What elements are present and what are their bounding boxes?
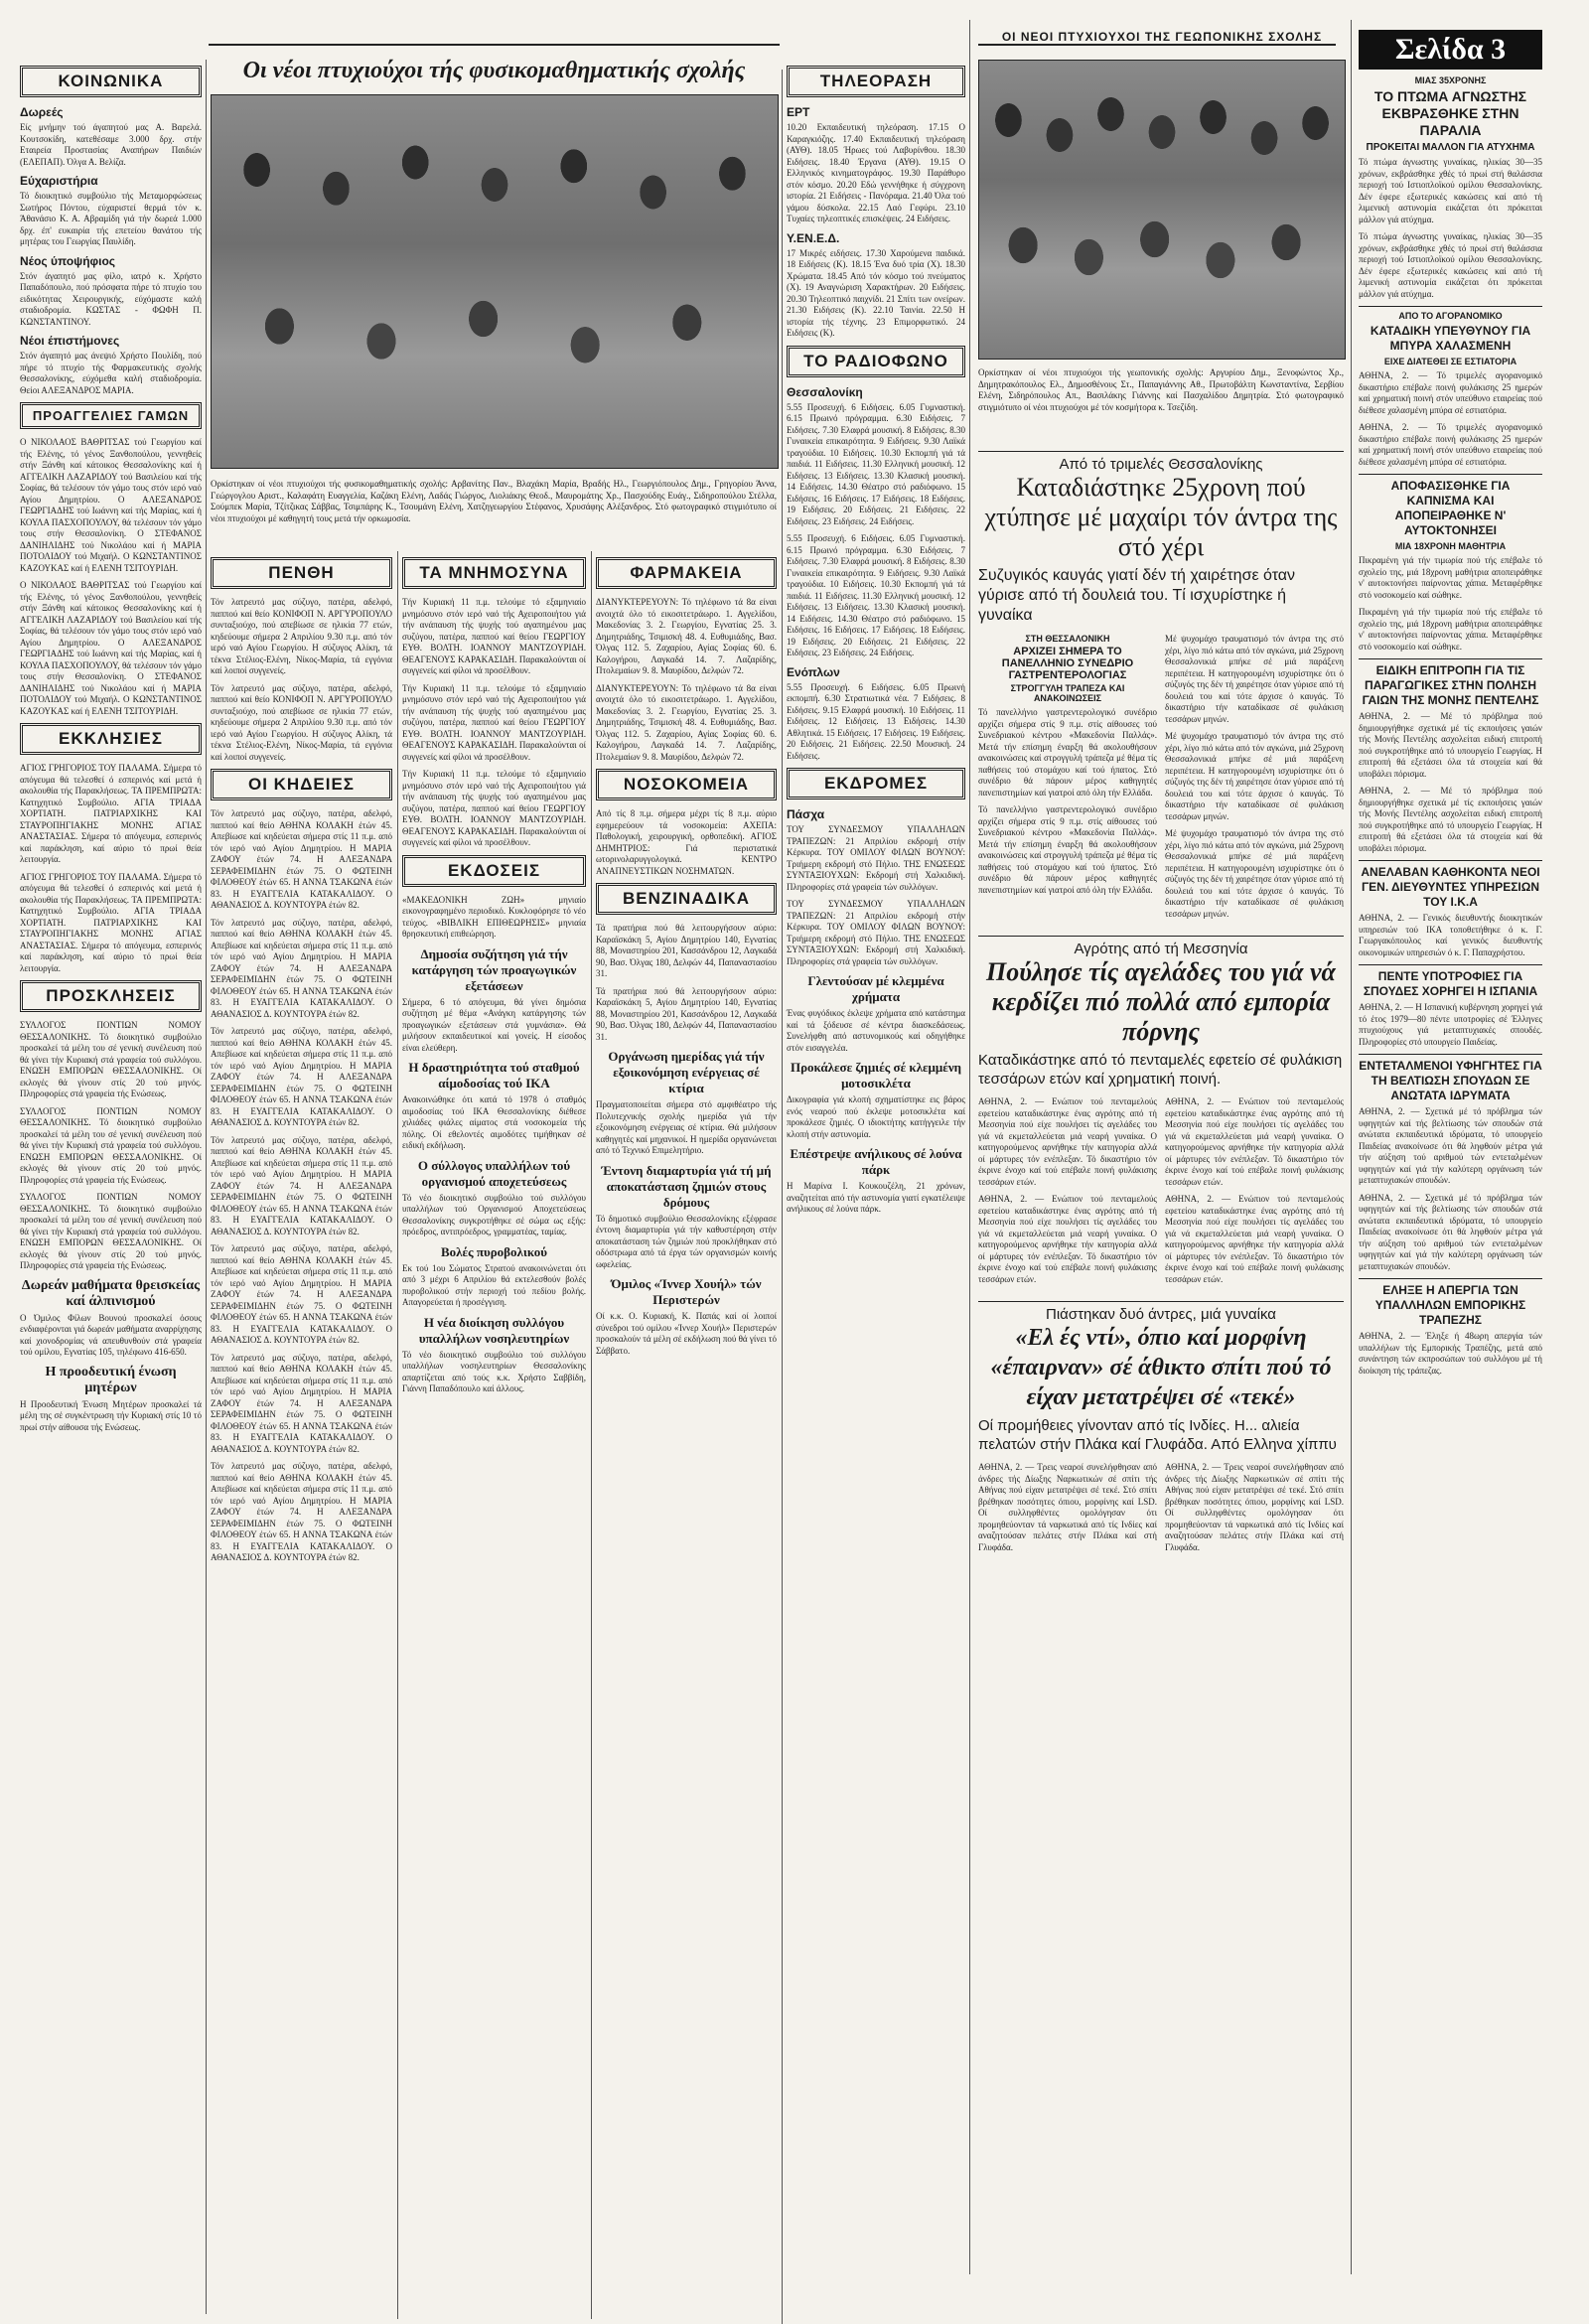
text-ekdoseis: «ΜΑΚΕΔΟΝΙΚΗ ΖΩΗ» μηνιαίο εικονογραφημένο περιοδικό. Κυκλοφόρησε τό νέο τεύχος. «ΒΙΒΛΙΚΗ ΕΠΙΘΕΩΡΗΣΙΣ» μηνιαία θρησκευτική επιθεώρηση. [402, 894, 586, 939]
text-prosklhseis: ΣΥΛΛΟΓΟΣ ΠΟΝΤΙΩΝ ΝΟΜΟΥ ΘΕΣΣΑΛΟΝΙΚΗΣ. Τό διοικητικό συμβούλιο προσκαλεί τά μέλη του σέ γενική συνέλευση πού θά γίνει τήν Κυριακή στά γραφεία τού συλλόγου. ΕΝΩΣΗ ΕΜΠΟΡΩΝ ΘΕΣΣΑΛΟΝΙΚΗΣ. Οί εκλογές θά γίνουν στίς 20 τού μηνός. Πληροφορίες στά γραφεία τής Ενώσεως. [20, 1020, 202, 1098]
text-story3-cont: ΑΘΗΝΑ, 2. — Τρεις νεαροί συνελήφθησαν από άνδρες τής Δίωξης Ναρκωτικών σέ σπίτι τής Αθήνας πού είχαν μετατρέψει σέ τεκέ. Στό σπίτι βρέθηκαν ποσότητες όπιου, μορφίνης καί LSD. Οί συλληφθέντες ομολόγησαν ότι προμηθεύονταν τά ναρκωτικά από τίς Ινδίες καί αναζητούσαν πελάτες στήν Πλάκα καί στή Γλυφάδα. [1165, 1462, 1344, 1552]
headline-h7: ΕΝΤΕΤΑΛΜΕΝΟΙ ΥΦΗΓΗΤΕΣ ΓΙΑ ΤΗ ΒΕΛΤΙΩΣΗ ΣΠΟΥΔΩΝ ΣΕ ΑΝΩΤΑΤΑ ΙΔΡΥΜΑΤΑ [1359, 1059, 1542, 1102]
section-koinonika: ΚΟΙΝΩΝΙΚΑ [20, 66, 202, 97]
section-ekklisies: ΕΚΚΛΗΣΙΕΣ [20, 723, 202, 755]
text-h7: ΑΘΗΝΑ, 2. — Σχετικά μέ τό πρόβλημα τών υφηγητών καί τής βελτίωσης τών σπουδών στά ανώτατα εκπαιδευτικά ιδρύματα, τό υπουργείο Παιδείας ανακοίνωσε ότι θά ληφθούν μέτρα γιά τήν αύξηση τού αριθμού τών εντεταλμένων υφηγητών καί γιά τήν καλύτερη οργάνωση τών μεταπτυχιακών σπουδών. [1359, 1106, 1542, 1185]
column-mnimosyna [402, 551, 586, 1401]
subhead-h2: ΕΙΧΕ ΔΙΑΤΕΘΕΙ ΣΕ ΕΣΤΙΑΤΟΡΙΑ [1383, 357, 1517, 366]
text-story3: ΑΘΗΝΑ, 2. — Τρεις νεαροί συνελήφθησαν από άνδρες τής Δίωξης Ναρκωτικών σέ σπίτι τής Αθήνας πού είχαν μετατρέψει σέ τεκέ. Στό σπίτι βρέθηκαν ποσότητες όπιου, μορφίνης καί LSD. Οί συλληφθέντες ομολόγησαν ότι προμηθεύονταν τά ναρκωτικά από τίς Ινδίες καί αναζητούσαν πελάτες στήν Πλάκα καί στή Γλυφάδα. [978, 1462, 1157, 1552]
column-news-briefs [1359, 75, 1542, 1382]
top-rule-right [978, 44, 1336, 46]
section-mnimosyna: ΤΑ ΜΝΗΜΟΣΥΝΑ [402, 557, 586, 589]
headline-story3: «Ελ ές ντί», όπιο καί μορφίνη «έπαιρναν» σέ άθικτο σπίτι πού τό είχαν μετατρέψει σέ «τεκέ» [990, 1325, 1332, 1410]
section-proaggelies: ΠΡΟΑΓΓΕΛΙΕΣ ΓΑΜΩΝ [20, 402, 202, 429]
section-kideies: ΟΙ ΚΗΔΕΙΕΣ [211, 769, 392, 800]
heading-doreai: Δωρεές [20, 105, 64, 119]
text-mnimosyna-cont2: Τήν Κυριακή 11 π.μ. τελούμε τό εξαμηνιαίο μνημόσυνο στόν ιερό ναό τής Αχειροποιήτου γιά τήν ανάπαυση τής ψυχής τού αγαπημένου μας συζύγου, πατέρα, παππού καί θείου ΓΕΩΡΓΙΟΥ ΕΥΘ. ΒΟΛΤΗ. ΙΟΑΝΝΟΥ ΜΑΝΤΖΟΥΡΙΔΗ. ΘΕΑΓΕΝΟΥΣ ΚΑΡΑΚΑΣΙΔΗ. Παρακαλούνται οί συγγενείς καί φίλοι νά προσέλθουν. [402, 769, 586, 847]
kicker-story2: Αγρότης από τή Μεσσηνία [1074, 941, 1248, 957]
column-farmakeia [596, 551, 777, 1363]
text-kideies-cont6: Τόν λατρευτό μας σύζυγο, πατέρα, αδελφό, παππού καί θείο ΑΘΗΝΑ ΚΟΛΑΚΗ έτών 45. Απεβίωσε καί κηδεύεται σήμερα στίς 11 π.μ. από τόν ιερό ναό Αγίου Δημητρίου. Η ΜΑΡΙΑ ΖΑΦΟΥ έτών 74. Η ΑΛΕΞΑΝΔΡΑ ΣΕΡΑΦΕΙΜΙΔΗΝ έτών 75. Ο ΦΩΤΕΙΝΗ ΦΙΛΟΘΕΟΥ έτών 65. Η ΑΝΝΑ ΤΣΑΚΩΝΑ έτών 83. Η ΕΥΑΓΓΕΛΙΑ ΚΑΤΑΚΑΛΙΔΟΥ. Ο ΑΘΑΝΑΣΙΟΣ Δ. ΚΟΥΝΤΟΥΡΑ έτών 82. [211, 1461, 392, 1562]
text-prosklhseis-cont: ΣΥΛΛΟΓΟΣ ΠΟΝΤΙΩΝ ΝΟΜΟΥ ΘΕΣΣΑΛΟΝΙΚΗΣ. Τό διοικητικό συμβούλιο προσκαλεί τά μέλη του σέ γενική συνέλευση πού θά γίνει τήν Κυριακή στά γραφεία τού συλλόγου. ΕΝΩΣΗ ΕΜΠΟΡΩΝ ΘΕΣΣΑΛΟΝΙΚΗΣ. Οί εκλογές θά γίνουν στίς 20 τού μηνός. Πληροφορίες στά γραφεία τής Ενώσεως. [20, 1105, 202, 1185]
text-nea-dioikisi: Τό νέο διοικητικό συμβούλιο τού συλλόγου υπαλλήλων νοσηλευτηρίων Θεσσαλονίκης απαρτίζεται από τούς κ.κ. Χρήστο Σαββίδη, Γιάννη Παπαδόπουλο καί άλλους. [402, 1349, 586, 1393]
text-pasxa-cont: ΤΟΥ ΣΥΝΔΕΣΜΟΥ ΥΠΑΛΛΗΛΩΝ ΤΡΑΠΕΖΩΝ: 21 Απριλίου εκδρομή στήν Κέρκυρα. ΤΟΥ ΟΜΙΛΟΥ ΦΙΛΩΝ ΒΟΥΝΟΥ: Τριήμερη εκδρομή στό Πήλιο. ΤΗΣ ΕΝΩΣΕΩΣ ΣΥΝΤΑΞΙΟΥΧΩΝ: Εκδρομή στή Χαλκιδική. Πληροφορίες στά γραφεία τών συλλόγων. [787, 899, 965, 966]
vrule-2 [782, 70, 783, 2324]
rule-h8 [1359, 1278, 1542, 1279]
text-drastiriotita: Ανακοινώθηκε ότι κατά τό 1978 ό σταθμός αιμοδοσίας τού ΙΚΑ Θεσσαλονίκης διέθεσε χιλιάδες φιάλες αίματος στά νοσοκομεία τής πόλης. Οί εθελοντές αιμοδότες τιμήθηκαν σέ ειδική εκδήλωση. [402, 1094, 586, 1150]
header-geoponiki: ΟΙ ΝΕΟΙ ΠΤΥΧΙΟΥΧΟΙ ΤΗΣ ΓΕΩΠΟΝΙΚΗΣ ΣΧΟΛΗΣ [1001, 30, 1323, 44]
caption-geoponiki: Ορκίστηκαν οί νέοι πτυχιούχοι τής γεωπονικής σχολής: Αργυρίου Δημ., Ξενοφώντος Χρ., Δημητρακόπουλος Ελ., Δημοσθένους Στ., Παπαγιάννης Αθ., Πρωτοβάλτη Κωνσταντίνα, Σερβίου Ελένη, Σιδηρόπουλος Απ., Βασιλάκης Γιάννης καί Πασχαλίδου Δημητρία. Στό φωτογραφικό στιγμιότυπο οί νέοι πτυχιούχοι μέ τόν κοσμήτορα κ. Τσεζίδη. [978, 367, 1344, 412]
column-tileorasi [787, 60, 965, 1222]
text-euxaristiria: Τό διοικητικό συμβούλιο τής Μεταμορφώσεως Σωτήρος Πόντου, εύχαριστεί θερμά τόν κ. Άθανάσιο Κ. Α. Αβραμίδη γιά τήν δωρεά 1.000 δρχ. έπ' ευκαιρία τής επετείου θανάτου τής μητέρας του Γεωργίας Παυλίδη. [20, 191, 202, 246]
text-story1-cont: Μέ ψυχομάχο τραυματισμό τόν άντρα της στό χέρι, λίγο πιό κάτω από τόν αγκώνα, μιά 25χρονη Θεσσαλονικιά μπήκε σέ μιά παράξενη περιπέτεια. Η κατηγορουμένη ισχυρίστηκε ότι ό σύζυγός της δέν τή χαιρέτησε όταν γύρισε από τή δουλειά του καί τότε άρχισε ό καυγάς. Τό δικαστήριο τήν καταδίκασε σέ φυλάκιση τεσσάρων μηνών. [1165, 731, 1344, 821]
rule-h6 [1359, 964, 1542, 965]
text-story2: ΑΘΗΝΑ, 2. — Ενώπιον τού πενταμελούς εφετείου καταδικάστηκε ένας αγρότης από τή Μεσσηνία πού είχε πουλήσει τίς αγελάδες του γιά νά εκμεταλλεύεται μιά νεαρή γυναίκα. Ο κατηγορούμενος αρνήθηκε τήν κατηγορία αλλά οί μάρτυρες τόν ενέπλεξαν. Τό δικαστήριο τόν έκρινε ένοχο καί τού επέβαλε ποινή φυλάκισης τεσσάρων ετών. [978, 1096, 1157, 1187]
heading-enoplon: Ενόπλων [787, 664, 840, 679]
heading-ert: ΕΡΤ [787, 105, 810, 119]
rule-story1 [978, 451, 1344, 452]
text-kideies-cont2: Τόν λατρευτό μας σύζυγο, πατέρα, αδελφό, παππού καί θείο ΑΘΗΝΑ ΚΟΛΑΚΗ έτών 45. Απεβίωσε καί κηδεύεται σήμερα στίς 11 π.μ. από τόν ιερό ναό Αγίου Δημητρίου. Η ΜΑΡΙΑ ΖΑΦΟΥ έτών 74. Η ΑΛΕΞΑΝΔΡΑ ΣΕΡΑΦΕΙΜΙΔΗΝ έτών 75. Ο ΦΩΤΕΙΝΗ ΦΙΛΟΘΕΟΥ έτών 65. Η ΑΝΝΑ ΤΣΑΚΩΝΑ έτών 83. Η ΕΥΑΓΓΕΛΙΑ ΚΑΤΑΚΑΛΙΔΟΥ. Ο ΑΘΑΝΑΣΙΟΣ Δ. ΚΟΥΝΤΟΥΡΑ έτών 82. [211, 1026, 392, 1127]
kicker-story3: Πιάστηκαν δυό άντρες, μιά γυναίκα [1046, 1306, 1276, 1323]
heading-voles: Βολές πυροβολικού [440, 1243, 548, 1259]
text-venzinadika-cont: Τά πρατήρια πού θά λειτουργήσουν αύριο: Καραϊσκάκη 5, Αγίου Δημητρίου 140, Εγνατίας 88, Μοναστηρίου 201, Κασσάνδρου 12, Λαγκαδά 90, Βασ. Όλγας 180, Δελφών 44, Παπαναστασίου 31. [596, 985, 777, 1042]
text-penthi-cont: Τόν λατρευτό μας σύζυγο, πατέρα, αδελφό, παππού καί θείο ΚΟΝΙΦΟΠ Ν. ΑΡΓΥΡΟΠΟΥΛΟ συνταξιούχο, πού απεβίωσε σε ηλικία 77 ετών, κηδεύουμε σήμερα 2 Απριλίου 9.30 π.μ. από τόν ιερό ναό Αγίου Γεωργίου. Η σύζυγος Αλίκη, τά τέκνα Στέλιος-Ελένη, Νίκος-Μαρία, τά εγγόνια καί λοιποί συγγενείς. [211, 682, 392, 762]
headline-h3: ΑΠΟΦΑΣΙΣΘΗΚΕ ΓΙΑ ΚΑΠΝΙΣΜΑ ΚΑΙ ΑΠΟΠΕΙΡΑΘΗΚΕ Ν' ΑΥΤΟΚΤΟΝΗΣΕΙ [1390, 479, 1511, 537]
headline-h2: ΚΑΤΑΔΙΚΗ ΥΠΕΥΘΥΝΟΥ ΓΙΑ ΜΠΥΡΑ ΧΑΛΑΣΜΕΝΗ [1370, 324, 1531, 353]
column-main-stories [978, 447, 1344, 1559]
caption-phys-math: Ορκίστηκαν οί νέοι πτυχιούχοι τής φυσικομαθηματικής σχολής: Αρβανίτης Παν., Βλαχάκη Μαρία, Βραδής Ηλ., Γεωργιόπουλος Δημ., Γρηγορίου Άννα, Γεώργογλου Αριστ., Καλαφάτη Ευαγγελία, Καζάκη Ελένη, Λαδάς Γιώργος, Λιολιάκης Θεοδ., Μαυρομάτης Χρ., Πασχούδης Ευάγ., Σιδηροπούλου Στέλλα, Σούμπεκ Μαρία, Τζίτζικας Σάββας, Τσιμπάρης Κ., Τσουμάνη Ελένη, Χατζηγεωργίου Στέφανος, Χρυσάφης Αλέξανδρος. Στό φωτογραφικό στιγμιότυπο οί νέοι πτυχιούχοι μέ καθηγητή τους μετά τήν ορκωμοσία. [211, 479, 777, 523]
text-h2: ΑΘΗΝΑ, 2. — Τό τριμελές αγορανομικό δικαστήριο επέβαλε ποινή φυλάκισης 25 ημερών καί χρηματική ποινή στόν υπεύθυνο εταιρείας πού διέθεσε χαλασμένη μπύρα σέ εστιατόρια. [1359, 370, 1542, 415]
vrule-3 [969, 20, 970, 2274]
heading-dorean: Δωρεάν μαθήματα θρεισκείας καί άλπινισμού [21, 1277, 201, 1309]
heading-neoi-epistimones: Νέοι έπιστήμονες [20, 334, 120, 348]
vrule-1 [206, 60, 207, 2314]
story2-body [978, 1096, 1344, 1194]
text-omilos: Οί κ.κ. Ο. Κυριακή, Κ. Παπάς καί οί λοιποί σύνεδροι τού ομίλου «Ίννερ Χουήλ» Περιστερών προσκαλούν τά μέλη σέ εκδήλωση πού θά γίνει τό Σάββατο. [596, 1311, 777, 1356]
text-farmakeia-cont: ΔΙΑΝΥΚΤΕΡΕΥΟΥΝ: Τό τηλέφωνο τά 8α είναι ανοιχτά όλο τό εικοσιτετράωρο. 1. Αγγελίδου, Μακεδονίας 3. 2. Γεωργίου, Εγνατίας 25. 3. Δημητριάδης, Τσιμισκή 48. 4. Ευθυμιάδης, Βασ. Όλγας 112. 5. Ζαχαρίου, Αγίας Σοφίας 60. 6. Καλογήρου, Λαγκαδά 14. 7. Λαζαρίδης, Πτολεμαίων 9. 8. Μαυρίδου, Δελφών 72. [596, 682, 777, 762]
text-proodeutiki: Η Προοδευτική Ένωση Μητέρων προσκαλεί τά μέλη της σέ συγκέντρωση τήν Κυριακή στίς 10 τό πρωί στήν αίθουσα τής Ενώσεως. [20, 1398, 202, 1432]
section-farmakeia: ΦΑΡΜΑΚΕΙΑ [596, 557, 777, 589]
heading-nea-dioikisi: Η νέα διοίκηση συλλόγου υπαλλήλων νοσηλευτηρίων [418, 1314, 570, 1346]
label-mias: ΜΙΑΣ 35ΧΡΟΝΗΣ [1414, 75, 1487, 85]
text-h3: Πικραμένη γιά τήν τιμωρία πού τής επέβαλε τό σχολείο της, μιά 18χρονη μαθήτρια αποπειράθηκε ν' αυτοκτονήσει παίρνοντας χάπια. Μεταφέρθηκε στό νοσοκομείο καί σώθηκε. [1359, 555, 1542, 600]
text-kideies-cont5: Τόν λατρευτό μας σύζυγο, πατέρα, αδελφό, παππού καί θείο ΑΘΗΝΑ ΚΟΛΑΚΗ έτών 45. Απεβίωσε καί κηδεύεται σήμερα στίς 11 π.μ. από τόν ιερό ναό Αγίου Δημητρίου. Η ΜΑΡΙΑ ΖΑΦΟΥ έτών 74. Η ΑΛΕΞΑΝΔΡΑ ΣΕΡΑΦΕΙΜΙΔΗΝ έτών 75. Ο ΦΩΤΕΙΝΗ ΦΙΛΟΘΕΟΥ έτών 65. Η ΑΝΝΑ ΤΣΑΚΩΝΑ έτών 83. Η ΕΥΑΓΓΕΛΙΑ ΚΑΤΑΚΑΛΙΔΟΥ. Ο ΑΘΑΝΑΣΙΟΣ Δ. ΚΟΥΝΤΟΥΡΑ έτών 82. [211, 1352, 392, 1454]
headline-h6: ΠΕΝΤΕ ΥΠΟΤΡΟΦΙΕΣ ΓΙΑ ΣΠΟΥΔΕΣ ΧΟΡΗΓΕΙ Η ΙΣΠΑΝΙΑ [1363, 969, 1538, 998]
heading-entoni: Έντονη διαμαρτυρία γιά τή μή αποκατάσταση ζημιών στους δρόμους [601, 1162, 772, 1210]
text-story2-cont3: ΑΘΗΝΑ, 2. — Ενώπιον τού πενταμελούς εφετείου καταδικάστηκε ένας αγρότης από τή Μεσσηνία πού είχε πουλήσει τίς αγελάδες του γιά νά εκμεταλλεύεται μιά νεαρή γυναίκα. Ο κατηγορούμενος αρνήθηκε τήν κατηγορία αλλά οί μάρτυρες τόν ενέπλεξαν. Τό δικαστήριο τόν έκρινε ένοχο καί τού επέβαλε ποινή φυλάκισης τεσσάρων ετών. [1165, 1194, 1344, 1284]
header-phys-math: Οι νέοι πτυχιούχοι τής φυσικομαθηματικής σχολής [242, 58, 746, 83]
text-enoplon: 5.55 Προσευχή. 6 Ειδήσεις. 6.05 Πρωινή εκπομπή. 6.30 Στρατιωτικά νέα. 7 Ειδήσεις. 8 Ειδήσεις. 9.15 Ελαφρά μουσική. 10 Ειδήσεις. 11 Ειδήσεις. 12 Ειδήσεις. 13 Ειδήσεις. 14.30 Αθλητικά. 15 Ειδήσεις. 17 Ειδήσεις. 19 Ειδήσεις. 20 Ειδήσεις. 21 Ειδήσεις. 22.50 Μουσική. 24 Ειδήσεις. [787, 681, 965, 761]
text-h6: ΑΘΗΝΑ, 2. — Η Ισπανική κυβέρνηση χορηγεί γιά τό έτος 1979—80 πέντε υποτροφίες σέ Έλληνες πτυχιούχους γιά μεταπτυχιακές σπουδές. Πληροφορίες στό υπουργείο Παιδείας. [1359, 1002, 1542, 1047]
headline-h8: ΕΛΗΞΕ Η ΑΠΕΡΓΙΑ ΤΩΝ ΥΠΑΛΛΗΛΩΝ ΕΜΠΟΡΙΚΗΣ ΤΡΑΠΕΖΗΣ [1374, 1283, 1526, 1327]
headline-story2: Πούλησε τίς αγελάδες του γιά νά κερδίζει πιό πολλά από εμπορία πόρνης [986, 957, 1336, 1046]
heading-proodeutiki: Η προοδευτική ένωση μητέρων [45, 1364, 177, 1395]
text-story2-cont: ΑΘΗΝΑ, 2. — Ενώπιον τού πενταμελούς εφετείου καταδικάστηκε ένας αγρότης από τή Μεσσηνία πού είχε πουλήσει τίς αγελάδες του γιά νά εκμεταλλεύεται μιά νεαρή γυναίκα. Ο κατηγορούμενος αρνήθηκε τήν κατηγορία αλλά οί μάρτυρες τόν ενέπλεξαν. Τό δικαστήριο τόν έκρινε ένοχο καί τού επέβαλε ποινή φυλάκισης τεσσάρων ετών. [1165, 1096, 1344, 1187]
rule-h4 [1359, 658, 1542, 659]
headline-h5: ΑΝΕΛΑΒΑΝ ΚΑΘΗΚΟΝΤΑ ΝΕΟΙ ΓΕΝ. ΔΙΕΥΘΥΝΤΕΣ ΥΠΗΡΕΣΙΩΝ ΤΟΥ Ι.Κ.Α [1361, 865, 1540, 909]
section-radiofono: ΤΟ ΡΑΔΙΟΦΩΝΟ [787, 346, 965, 377]
text-nosokomeia: Από τίς 8 π.μ. σήμερα μέχρι τίς 8 π.μ. αύριο εφημερεύουν τά νοσοκομεία: ΑΧΕΠΑ: Παθολογική, χειρουργική, ορθοπεδική. ΑΓΙΟΣ ΔΗΜΗΤΡΙΟΣ: Γιά περιστατικά ωτορινολαρυγγολογικά. ΚΕΝΤΡΟ ΑΝΑΠΝΕΥΣΤΙΚΩΝ ΝΟΣΗΜΑΤΩΝ. [596, 808, 777, 876]
kicker-story1: Από τό τριμελές Θεσσαλονίκης [1059, 456, 1263, 473]
heading-syllogos: Ο σύλλογος υπαλλήλων τού οργανισμού αποχετεύσεως [417, 1157, 571, 1189]
text-kideies-cont4: Τόν λατρευτό μας σύζυγο, πατέρα, αδελφό, παππού καί θείο ΑΘΗΝΑ ΚΟΛΑΚΗ έτών 45. Απεβίωσε καί κηδεύεται σήμερα στίς 11 π.μ. από τόν ιερό ναό Αγίου Δημητρίου. Η ΜΑΡΙΑ ΖΑΦΟΥ έτών 74. Η ΑΛΕΞΑΝΔΡΑ ΣΕΡΑΦΕΙΜΙΔΗΝ έτών 75. Ο ΦΩΤΕΙΝΗ ΦΙΛΟΘΕΟΥ έτών 65. Η ΑΝΝΑ ΤΣΑΚΩΝΑ έτών 83. Η ΕΥΑΓΓΕΛΙΑ ΚΑΤΑΚΑΛΙΔΟΥ. Ο ΑΘΑΝΑΣΙΟΣ Δ. ΚΟΥΝΤΟΥΡΑ έτών 82. [211, 1243, 392, 1345]
text-thessaloniki: 5.55 Προσευχή. 6 Ειδήσεις. 6.05 Γυμναστική. 6.15 Πρωινό πρόγραμμα. 6.30 Ειδήσεις. 7 Ειδήσεις. 7.30 Ελαφρά μουσική. 8 Ειδήσεις. 8.30 Γυναικεία επικαιρότητα. 9 Ειδήσεις. 9.30 Λαϊκά τραγούδια. 10 Ειδήσεις. 10.30 Εκπομπή γιά τά παιδιά. 11 Ειδήσεις. 11.30 Ελληνική μουσική. 12 Ειδήσεις. 13 Ειδήσεις. 13.30 Κλασική μουσική. 14 Ειδήσεις. 14.30 Θέατρο στό ραδιόφωνο. 15 Ειδήσεις. 16 Ειδήσεις. 17 Ειδήσεις. 18 Ειδήσεις. 19 Ειδήσεις. 20 Ειδήσεις. 21 Ειδήσεις. 22 Ειδήσεις. 23 Ειδήσεις. 24 Ειδήσεις. [787, 401, 965, 526]
text-arxizei-cont: Τό πανελλήνιο γαστρεντερολογικό συνέδριο αρχίζει σήμερα στίς 9 π.μ. στίς αίθουσες τού Συνεδριακού κέντρου «Μακεδονία Παλλάς». Μετά τήν επίσημη έναρξη θά ακολουθήσουν ανακοινώσεις καί στρογγυλή τράπεζα μέ θέμα τίς παθήσεις τού στομάχου καί τού ήπατος. Στό συνέδριο θά πάρουν μέρος καθηγητές πανεπιστημίων καί γιατροί από όλη τήν Ελλάδα. [978, 804, 1157, 895]
headline-arxizei: ΑΡΧΙΖΕΙ ΣΗΜΕΡΑ ΤΟ ΠΑΝΕΛΛΗΝΙΟ ΣΥΝΕΔΡΙΟ ΓΑΣΤΡΕΝΤΕΡΟΛΟΓΙΑΣ [1001, 646, 1134, 681]
section-venzinadika: ΒΕΝΖΙΝΑΔΙΚΑ [596, 883, 777, 915]
column-social [20, 60, 202, 1439]
section-ekdromes: ΕΚΔΡΟΜΕΣ [787, 768, 965, 799]
photo-phys-math-graduates [211, 94, 779, 469]
text-ekklisies: ΑΓΙΟΣ ΓΡΗΓΟΡΙΟΣ ΤΟΥ ΠΑΛΑΜΑ. Σήμερα τό απόγευμα θά τελεσθεί ό εσπερινός καί μετά ή ακολουθία τής Παρακλήσεως. ΤΑ ΠΡΕΜΠΡΩΤΑ: Κατηχητικό Συμβούλιο. ΑΓΙΑ ΤΡΙΑΔΑ ΧΟΡΤΙΑΤΗ. ΠΑΤΡΙΑΡΧΙΚΗΣ ΚΑΙ ΣΤΑΥΡΟΠΗΓΙΑΚΗΣ ΜΟΝΗΣ ΑΓΙΑΣ ΑΝΑΣΤΑΣΙΑΣ. Σήμερα τό απόγευμα, εσπερινός καί παράκληση, καί αύριο τό πρωί θεία λειτουργία. [20, 763, 202, 864]
text-dimosia: Σήμερα, 6 τό απόγευμα, θά γίνει δημόσια συζήτηση μέ θέμα «Ανάγκη κατάργησης τών προαγωγικών εξετάσεων στά γυμνάσια». Θά μιλήσουν εκπαιδευτικοί καί γονείς. Η είσοδος είναι ελεύθερη. [402, 996, 586, 1053]
subhead-h1: ΠΡΟΚΕΙΤΑΙ ΜΑΛΛΟΝ ΓΙΑ ΑΤΥΧΗΜΑ [1366, 142, 1535, 153]
vrule-c2 [397, 551, 398, 2319]
headline-strogylh: ΣΤΡΟΓΓΥΛΗ ΤΡΑΠΕΖΑ ΚΑΙ ΑΝΑΚΟΙΝΩΣΕΙΣ [1010, 683, 1125, 703]
rule-h3 [1359, 474, 1542, 475]
text-mnimosyna: Τήν Κυριακή 11 π.μ. τελούμε τό εξαμηνιαίο μνημόσυνο στόν ιερό ναό τής Αχειροποιήτου γιά τήν ανάπαυση τής ψυχής τού αγαπημένου μας συζύγου, πατέρα, παππού καί θείου ΓΕΩΡΓΙΟΥ ΕΥΘ. ΒΟΛΤΗ. ΙΟΑΝΝΟΥ ΜΑΝΤΖΟΥΡΙΔΗ. ΘΕΑΓΕΝΟΥΣ ΚΑΡΑΚΑΣΙΔΗ. Παρακαλούνται οί συγγενείς καί φίλοι νά προσέλθουν. [402, 597, 586, 675]
text-h1: Τό πτώμα άγνωστης γυναίκας, ηλικίας 30—35 χρόνων, εκβράσθηκε χθές τό πρωί στή θαλάσσια περιοχή τού Ιστιοπλοϊκού ομίλου Θεσσαλονίκης. Δέν έφερε εξωτερικές κακώσεις καί από τή λιμενική αστυνομία εικάζεται ότι πρόκειται μάλλον γιά ατύχημα. [1359, 157, 1542, 224]
text-prokalese: Δικογραφία γιά κλοπή σχηματίστηκε εις βάρος ενός νεαρού πού έκλεψε μοτοσικλέτα καί προκάλεσε ζημιές. Ο ιδιοκτήτης κατήγγειλε τήν κλοπή στήν αστυνομία. [787, 1094, 965, 1139]
rule-story2 [978, 936, 1344, 937]
heading-yened: Υ.ΕΝ.Ε.Δ. [787, 230, 840, 245]
text-h8: ΑΘΗΝΑ, 2. — Έληξε ή 48ωρη απεργία τών υπαλλήλων τής Εμπορικής Τραπέζης, μετά από συνάντηση τών εκπροσώπων τού συλλόγου μέ τή διοίκηση τής τράπεζας. [1359, 1331, 1542, 1376]
headline-h1: ΤΟ ΠΤΩΜΑ ΑΓΝΩΣΤΗΣ ΕΚΒΡΑΣΘΗΚΕ ΣΤΗΝ ΠΑΡΑΛΙΑ [1373, 88, 1527, 138]
text-story1-cont2: Μέ ψυχομάχο τραυματισμό τόν άντρα της στό χέρι, λίγο πιό κάτω από τόν αγκώνα, μιά 25χρονη Θεσσαλονικιά μπήκε σέ μιά παράξενη περιπέτεια. Η κατηγορουμένη ισχυρίστηκε ότι ό σύζυγός της δέν τή χαιρέτησε όταν γύρισε από τή δουλειά του καί τότε άρχισε ό καυγάς. Τό δικαστήριο τήν καταδίκασε σέ φυλάκιση τεσσάρων μηνών. [1165, 828, 1344, 919]
text-penthi: Τόν λατρευτό μας σύζυγο, πατέρα, αδελφό, παππού καί θείο ΚΟΝΙΦΟΠ Ν. ΑΡΓΥΡΟΠΟΥΛΟ συνταξιούχο, πού απεβίωσε σε ηλικία 77 ετών, κηδεύουμε σήμερα 2 Απριλίου 9.30 π.μ. από τόν ιερό ναό Αγίου Γεωργίου. Η σύζυγος Αλίκη, τά τέκνα Στέλιος-Ελένη, Νίκος-Μαρία, τά εγγόνια καί λοιποί συγγενείς. [211, 597, 392, 675]
photo-geoponiki-graduates [978, 60, 1346, 360]
text-neoi-epistimones: Στόν άγαπητό μας άνεψιό Χρήστο Πουλίδη, πού πήρε τό πτυχίο τής Φαρμακευτικής σχολής Θεσσαλονίκης, εύχόμεθα καλή σταδιοδρομία. Θείοι ΑΛΕΞΑΝΔΡΟΣ ΜΑΡΙΑ. [20, 351, 202, 395]
text-neos-ypopsifios: Στόν άγαπητό μας φίλο, ιατρό κ. Χρήστο Παπαδόπουλο, πού πρόσφατα πήρε τό πτυχίο του ειδικότητας Χειρουργικής, εύχόμαστε καλή σταδιοδρομία. ΚΩΣΤΑΣ - ΦΩΦΗ Π. ΚΩΝΣΤΑΝΤΙΝΟΥ. [20, 270, 202, 327]
story1-body [978, 634, 1344, 926]
vrule-c3 [591, 551, 592, 2319]
rule-h7 [1359, 1054, 1542, 1055]
section-tileorasi: ΤΗΛΕΟΡΑΣΗ [787, 66, 965, 97]
text-h4: ΑΘΗΝΑ, 2. — Μέ τό πρόβλημα πού δημιουργήθηκε σχετικά μέ τίς εκποιήσεις γαιών τής Μονής Πεντέλης ασχολείται ειδική επιτροπή πού συγκροτήθηκε από τό υπουργείο Γεωργίας. Η επιτροπή θά εξετάσει όλα τά στοιχεία καί θά υποβάλει πόρισμα. [1359, 711, 1542, 779]
text-ert: 10.20 Εκπαιδευτική τηλεόραση. 17.15 Ο Καραγκιόζης. 17.40 Εκπαιδευτική τηλεόραση (ΑΥΘ). 18.05 Ήρωες τού Λαβυρίνθου. 18.30 Ειδήσεις. 18.40 Έργανα (ΑΥΘ). 19.15 Ο Ελληνικός κινηματογράφος. 19.30 Παράθυρο στόν κόσμο. 20.20 Εδώ γεννήθηκε ή σύγχρονη ιστορία. 21 Ειδήσεις - Πανόραμα. 21.40 Όλα τού γάμου δύσκολα. 22.15 Λαό Γεφύρι. 23.10 Τυχαίες τηλεοπτικές επισκέψεις. 24 Ειδήσεις. [787, 122, 965, 223]
text-proaggelies-cont: Ο ΝΙΚΟΛΑΟΣ ΒΑΘΡΙΤΣΑΣ τού Γεωργίου καί τής Ελένης, τό γένος Ξανθοπούλου, γεννηθείς στήν Ξάνθη καί κάτοικος Θεσσαλονίκης καί ή ΑΓΓΕΛΙΚΗ ΛΑΖΑΡΙΔΟΥ τού Βασιλείου καί τής Σοφίας, θά τελέσουν τόν γάμο τους στόν ιερό ναό Αγίου Δημητρίου. Ο ΑΛΕΞΑΝΔΡΟΣ ΓΕΩΡΓΙΑΔΗΣ τού Ιωάννη καί τής Μαρίας, καί ή ΚΟΥΛΑ ΠΑΣΧΟΠΟΥΛΟΥ, θά τελέσουν τόν γάμο τους στήν Θεσσαλονίκη. Ο ΣΤΕΦΑΝΟΣ ΔΑΝΙΗΛΙΔΗΣ τού Νικολάου καί ή ΜΑΡΙΑ ΠΟΤΟΛΙΔΟΥ τού Μιχαήλ. Ο ΚΩΝΣΤΑΝΤΙΝΟΣ ΚΑΖΟΥΚΑΣ καί ή ΕΛΕΝΗ ΤΣΙΤΟΥΡΙΔΗ. [20, 580, 202, 716]
headline-h4: ΕΙΔΙΚΗ ΕΠΙΤΡΟΠΗ ΓΙΑ ΤΙΣ ΠΑΡΑΓΩΓΙΚΕΣ ΣΤΗΝ ΠΟΛΗΣΗ ΓΑΙΩΝ ΤΗΣ ΜΟΝΗΣ ΠΕΝΤΕΛΗΣ [1362, 663, 1539, 707]
text-kideies-cont3: Τόν λατρευτό μας σύζυγο, πατέρα, αδελφό, παππού καί θείο ΑΘΗΝΑ ΚΟΛΑΚΗ έτών 45. Απεβίωσε καί κηδεύεται σήμερα στίς 11 π.μ. από τόν ιερό ναό Αγίου Δημητρίου. Η ΜΑΡΙΑ ΖΑΦΟΥ έτών 74. Η ΑΛΕΞΑΝΔΡΑ ΣΕΡΑΦΕΙΜΙΔΗΝ έτών 75. Ο ΦΩΤΕΙΝΗ ΦΙΛΟΘΕΟΥ έτών 65. Η ΑΝΝΑ ΤΣΑΚΩΝΑ έτών 83. Η ΕΥΑΓΓΕΛΙΑ ΚΑΤΑΚΑΛΙΔΟΥ. Ο ΑΘΑΝΑΣΙΟΣ Δ. ΚΟΥΝΤΟΥΡΑ έτών 82. [211, 1134, 392, 1236]
subhead-h3: ΜΙΑ 18ΧΡΟΝΗ ΜΑΘΗΤΡΙΑ [1394, 541, 1507, 551]
rule-h5 [1359, 860, 1542, 861]
text-kideies: Τόν λατρευτό μας σύζυγο, πατέρα, αδελφό, παππού καί θείο ΑΘΗΝΑ ΚΟΛΑΚΗ έτών 45. Απεβίωσε καί κηδεύεται σήμερα στίς 11 π.μ. από τόν ιερό ναό Αγίου Δημητρίου. Η ΜΑΡΙΑ ΖΑΦΟΥ έτών 74. Η ΑΛΕΞΑΝΔΡΑ ΣΕΡΑΦΕΙΜΙΔΗΝ έτών 75. Ο ΦΩΤΕΙΝΗ ΦΙΛΟΘΕΟΥ έτών 65. Η ΑΝΝΑ ΤΣΑΚΩΝΑ έτών 83. Η ΕΥΑΓΓΕΛΙΑ ΚΑΤΑΚΑΛΙΔΟΥ. Ο ΑΘΑΝΑΣΙΟΣ Δ. ΚΟΥΝΤΟΥΡΑ έτών 82. [211, 808, 392, 910]
deck-story2: Καταδικάστηκε από τό πενταμελές εφετείο σέ φυλάκιση τεσσάρων ετών καί χρηματική ποινή. [978, 1052, 1343, 1088]
story2-body-2 [978, 1194, 1344, 1291]
text-prosklhseis-cont2: ΣΥΛΛΟΓΟΣ ΠΟΝΤΙΩΝ ΝΟΜΟΥ ΘΕΣΣΑΛΟΝΙΚΗΣ. Τό διοικητικό συμβούλιο προσκαλεί τά μέλη του σέ γενική συνέλευση πού θά γίνει τήν Κυριακή στά γραφεία τού συλλόγου. ΕΝΩΣΗ ΕΜΠΟΡΩΝ ΘΕΣΣΑΛΟΝΙΚΗΣ. Οί εκλογές θά γίνουν στίς 20 τού μηνός. Πληροφορίες στά γραφεία τής Ενώσεως. [20, 1192, 202, 1270]
text-organosi: Πραγματοποιείται σήμερα στό αμφιθέατρο τής Πολυτεχνικής σχολής ημερίδα γιά τήν εξοικονόμηση ενέργειας σέ κτίρια. Θά μιλήσουν καθηγητές καί μηχανικοί. Η ημερίδα οργανώνεται από τό Τεχνικό Επιμελητήριο. [596, 1099, 777, 1155]
story3-body [978, 1462, 1344, 1559]
column-penthi [211, 551, 392, 1570]
heading-omilos: Όμιλος «Ίννερ Χουήλ» τών Περιστερών [611, 1276, 762, 1307]
text-kideies-cont: Τόν λατρευτό μας σύζυγο, πατέρα, αδελφό, παππού καί θείο ΑΘΗΝΑ ΚΟΛΑΚΗ έτών 45. Απεβίωσε καί κηδεύεται σήμερα στίς 11 π.μ. από τόν ιερό ναό Αγίου Δημητρίου. Η ΜΑΡΙΑ ΖΑΦΟΥ έτών 74. Η ΑΛΕΞΑΝΔΡΑ ΣΕΡΑΦΕΙΜΙΔΗΝ έτών 75. Ο ΦΩΤΕΙΝΗ ΦΙΛΟΘΕΟΥ έτών 65. Η ΑΝΝΑ ΤΣΑΚΩΝΑ έτών 83. Η ΕΥΑΓΓΕΛΙΑ ΚΑΤΑΚΑΛΙΔΟΥ. Ο ΑΘΑΝΑΣΙΟΣ Δ. ΚΟΥΝΤΟΥΡΑ έτών 82. [211, 917, 392, 1019]
heading-epestrepse: Επέστρεψε ανήλικους σέ λούνα πάρκ [790, 1146, 962, 1177]
story1-left [978, 634, 1157, 926]
page-badge: Σελίδα 3 [1359, 30, 1542, 70]
text-dorean: Ο Όμιλος Φίλων Βουνού προσκαλεί όσους ενδιαφέρονται γιά δωρεάν μαθήματα αναρρίχησης καί χιονοδρομίας νά απευθυνθούν στά γραφεία τού ομίλου, Εγνατίας 105, τηλέφωνο 416-650. [20, 1312, 202, 1357]
text-farmakeia: ΔΙΑΝΥΚΤΕΡΕΥΟΥΝ: Τό τηλέφωνο τά 8α είναι ανοιχτά όλο τό εικοσιτετράωρο. 1. Αγγελίδου, Μακεδονίας 3. 2. Γεωργίου, Εγνατίας 25. 3. Δημητριάδης, Τσιμισκή 48. 4. Ευθυμιάδης, Βασ. Όλγας 112. 5. Ζαχαρίου, Αγίας Σοφίας 60. 6. Καλογήρου, Λαγκαδά 14. 7. Λαζαρίδης, Πτολεμαίων 9. 8. Μαυρίδου, Δελφών 72. [596, 597, 777, 675]
text-mnimosyna-cont: Τήν Κυριακή 11 π.μ. τελούμε τό εξαμηνιαίο μνημόσυνο στόν ιερό ναό τής Αχειροποιήτου γιά τήν ανάπαυση τής ψυχής τού αγαπημένου μας συζύγου, πατέρα, παππού καί θείου ΓΕΩΡΓΙΟΥ ΕΥΘ. ΒΟΛΤΗ. ΙΟΑΝΝΟΥ ΜΑΝΤΖΟΥΡΙΔΗ. ΘΕΑΓΕΝΟΥΣ ΚΑΡΑΚΑΣΙΔΗ. Παρακαλούνται οί συγγενείς καί φίλοι νά προσέλθουν. [402, 682, 586, 762]
text-arxizei: Τό πανελλήνιο γαστρεντερολογικό συνέδριο αρχίζει σήμερα στίς 9 π.μ. στίς αίθουσες τού Συνεδριακού κέντρου «Μακεδονία Παλλάς». Μετά τήν επίσημη έναρξη θά ακολουθήσουν ανακοινώσεις καί στρογγυλή τράπεζα μέ θέμα τίς παθήσεις τού στομάχου καί τού ήπατος. Στό συνέδριο θά πάρουν μέρος καθηγητές πανεπιστημίων καί γιατροί από όλη τήν Ελλάδα. [978, 707, 1157, 798]
section-prosklhseis: ΠΡΟΣΚΛΗΣΕΙΣ [20, 980, 202, 1012]
vrule-4 [1351, 20, 1352, 2274]
section-penthi: ΠΕΝΘΗ [211, 557, 392, 589]
heading-pasxa: Πάσχα [787, 807, 825, 821]
text-h5: ΑΘΗΝΑ, 2. — Γενικός διευθυντής διοικητικών υπηρεσιών τού ΙΚΑ τοποθετήθηκε ό κ. Γ. Γεωργακόπουλος καί γενικός διευθυντής οικονομικών υπηρεσιών ό κ. Γ. Παπαχρήστου. [1359, 913, 1542, 957]
rule-h2 [1359, 306, 1542, 307]
text-story1: Μέ ψυχομάχο τραυματισμό τόν άντρα της στό χέρι, λίγο πιό κάτω από τόν αγκώνα, μιά 25χρονη Θεσσαλονικιά μπήκε σέ μιά παράξενη περιπέτεια. Η κατηγορουμένη ισχυρίστηκε ότι ό σύζυγός της δέν τή χαιρέτησε όταν γύρισε από τή δουλειά του καί τότε άρχισε ό καυγάς. Τό δικαστήριο τήν καταδίκασε σέ φυλάκιση τεσσάρων μηνών. [1165, 634, 1344, 724]
heading-dimosia: Δημοσία συζήτηση γιά τήν κατάργηση τών προαγωγικών εξετάσεων [411, 945, 577, 993]
heading-glentousan: Γλεντούσαν μέ κλεμμένα χρήματα [807, 973, 944, 1004]
label-agoranomiko: ΑΠΟ ΤΟ ΑΓΟΡΑΝΟΜΙΚΟ [1398, 311, 1503, 321]
text-h2-cont: ΑΘΗΝΑ, 2. — Τό τριμελές αγορανομικό δικαστήριο επέβαλε ποινή φυλάκισης 25 ημερών καί χρηματική ποινή στόν υπεύθυνο εταιρείας πού διέθεσε χαλασμένη μπύρα σέ εστιατόρια. [1359, 422, 1542, 467]
text-proaggelies: Ο ΝΙΚΟΛΑΟΣ ΒΑΘΡΙΤΣΑΣ τού Γεωργίου καί τής Ελένης, τό γένος Ξανθοπούλου, γεννηθείς στήν Ξάνθη καί κάτοικος Θεσσαλονίκης καί ή ΑΓΓΕΛΙΚΗ ΛΑΖΑΡΙΔΟΥ τού Βασιλείου καί τής Σοφίας, θά τελέσουν τόν γάμο τους στόν ιερό ναό Αγίου Δημητρίου. Ο ΑΛΕΞΑΝΔΡΟΣ ΓΕΩΡΓΙΑΔΗΣ τού Ιωάννη καί τής Μαρίας, καί ή ΚΟΥΛΑ ΠΑΣΧΟΠΟΥΛΟΥ, θά τελέσουν τόν γάμο τους στήν Θεσσαλονίκη. Ο ΣΤΕΦΑΝΟΣ ΔΑΝΙΗΛΙΔΗΣ τού Νικολάου καί ή ΜΑΡΙΑ ΠΟΤΟΛΙΔΟΥ τού Μιχαήλ. Ο ΚΩΝΣΤΑΝΤΙΝΟΣ ΚΑΖΟΥΚΑΣ καί ή ΕΛΕΝΗ ΤΣΙΤΟΥΡΙΔΗ. [20, 437, 202, 573]
heading-thessaloniki: Θεσσαλονίκη [787, 384, 863, 399]
text-pasxa: ΤΟΥ ΣΥΝΔΕΣΜΟΥ ΥΠΑΛΛΗΛΩΝ ΤΡΑΠΕΖΩΝ: 21 Απριλίου εκδρομή στήν Κέρκυρα. ΤΟΥ ΟΜΙΛΟΥ ΦΙΛΩΝ ΒΟΥΝΟΥ: Τριήμερη εκδρομή στό Πήλιο. ΤΗΣ ΕΝΩΣΕΩΣ ΣΥΝΤΑΞΙΟΥΧΩΝ: Εκδρομή στή Χαλκιδική. Πληροφορίες στά γραφεία τών συλλόγων. [787, 824, 965, 892]
text-h3-cont: Πικραμένη γιά τήν τιμωρία πού τής επέβαλε τό σχολείο της, μιά 18χρονη μαθήτρια αποπειράθηκε ν' αυτοκτονήσει παίρνοντας χάπια. Μεταφέρθηκε στό νοσοκομείο καί σώθηκε. [1359, 607, 1542, 652]
heading-prokalese: Προκάλεσε ζημιές σέ κλεμμένη μοτοσικλέτα [790, 1060, 962, 1090]
text-venzinadika: Τά πρατήρια πού θά λειτουργήσουν αύριο: Καραϊσκάκη 5, Αγίου Δημητρίου 140, Εγνατίας 88, Μοναστηρίου 201, Κασσάνδρου 12, Λαγκαδά 90, Βασ. Όλγας 180, Δελφών 44, Παπαναστασίου 31. [596, 923, 777, 978]
text-syllogos: Τό νέο διοικητικό συμβούλιο τού συλλόγου υπαλλήλων τού Οργανισμού Αποχετεύσεως Θεσσαλονίκης συγκροτήθηκε σέ σώμα ως εξής: πρόεδρος, αντιπρόεδρος, γραμματέας, ταμίας. [402, 1192, 586, 1236]
text-h4-cont: ΑΘΗΝΑ, 2. — Μέ τό πρόβλημα πού δημιουργήθηκε σχετικά μέ τίς εκποιήσεις γαιών τής Μονής Πεντέλης ασχολείται ειδική επιτροπή πού συγκροτήθηκε από τό υπουργείο Γεωργίας. Η επιτροπή θά εξετάσει όλα τά στοιχεία καί θά υποβάλει πόρισμα. [1359, 786, 1542, 853]
deck-story1: Συζυγικός καυγάς γιατί δέν τή χαιρέτησε όταν γύρισε από τή δουλειά του. Τί ισχυρίστηκε ή γυναίκα [978, 567, 1296, 624]
label-sti-thess: ΣΤΗ ΘΕΣΣΑΛΟΝΙΚΗ [1025, 634, 1110, 644]
story1-right [1165, 634, 1344, 926]
heading-neos-ypopsifios: Νέος ύποψήφιος [20, 253, 116, 268]
text-epestrepse: Η Μαρίνα Ι. Κουκουζέλη, 21 χρόνων, αναζητείται από τήν αστυνομία γιατί εγκατέλειψε ανήλικους σέ λούνα πάρκ. [787, 1181, 965, 1214]
section-nosokomeia: ΝΟΣΟΚΟΜΕΙΑ [596, 769, 777, 800]
text-h7-cont: ΑΘΗΝΑ, 2. — Σχετικά μέ τό πρόβλημα τών υφηγητών καί τής βελτίωσης τών σπουδών στά ανώτατα εκπαιδευτικά ιδρύματα, τό υπουργείο Παιδείας ανακοίνωσε ότι θά ληφθούν μέτρα γιά τήν αύξηση τού αριθμού τών εντεταλμένων υφηγητών καί γιά τήν καλύτερη οργάνωση τών μεταπτυχιακών σπουδών. [1359, 1192, 1542, 1271]
heading-euxaristiria: Εύχαριστήρια [20, 174, 98, 188]
text-yened: 17 Μικρές ειδήσεις. 17.30 Χαρούμενα παιδικά. 18 Ειδήσεις (Κ). 18.15 Ένα δυό τρία (Χ). 18.30 Χρώματα. 18.45 Από τόν κόσμο τού πνεύματος (Χ). 19 Αναγνώριση Χαρακτήρων. 20 Ειδήσεις. 20.30 Τηλεοπτικό παιχνίδι. 21 Σπίτι των ονείρων. 21.30 Ειδήσεις (Κ). 22.10 Ταινία. 22.50 Η ιστορία τής τέχνης. 23 Επιμορφωτικό. 24 Ειδήσεις (Κ). [787, 247, 965, 338]
top-rule-left [209, 44, 780, 46]
text-h1-cont: Τό πτώμα άγνωστης γυναίκας, ηλικίας 30—35 χρόνων, εκβράσθηκε χθές τό πρωί στή θαλάσσια περιοχή τού Ιστιοπλοϊκού ομίλου Θεσσαλονίκης. Δέν έφερε εξωτερικές κακώσεις καί από τή λιμενική αστυνομία εικάζεται ότι πρόκειται μάλλον γιά ατύχημα. [1359, 231, 1542, 299]
text-doreai: Είς μνήμην τού άγαπητού μας Α. Βαρελά. Κουτσοκίδη, κατεθέσαμε 3.000 δρχ. στήν Εταιρεία Προστασίας Αναπήρων Παιδιών (ΕΛΕΠΑΠ). Όλγα Α. Βελίζα. [20, 122, 202, 167]
text-entoni: Τό δημοτικό συμβούλιο Θεσσαλονίκης εξέφρασε έντονη διαμαρτυρία γιά τήν καθυστέρηση στήν αποκατάσταση τών ζημιών πού προκλήθηκαν στό οδόστρωμα από τά έργα τών οργανισμών κοινής ωφελείας. [596, 1213, 777, 1269]
rule-story3 [978, 1301, 1344, 1302]
headline-story1: Καταδιάστηκε 25χρονη πού χτύπησε μέ μαχαίρι τόν άντρα της στό χέρι [984, 473, 1338, 561]
text-ekklisies-cont: ΑΓΙΟΣ ΓΡΗΓΟΡΙΟΣ ΤΟΥ ΠΑΛΑΜΑ. Σήμερα τό απόγευμα θά τελεσθεί ό εσπερινός καί μετά ή ακολουθία τής Παρακλήσεως. ΤΑ ΠΡΕΜΠΡΩΤΑ: Κατηχητικό Συμβούλιο. ΑΓΙΑ ΤΡΙΑΔΑ ΧΟΡΤΙΑΤΗ. ΠΑΤΡΙΑΡΧΙΚΗΣ ΚΑΙ ΣΤΑΥΡΟΠΗΓΙΑΚΗΣ ΜΟΝΗΣ ΑΓΙΑΣ ΑΝΑΣΤΑΣΙΑΣ. Σήμερα τό απόγευμα, εσπερινός καί παράκληση, καί αύριο τό πρωί θεία λειτουργία. [20, 871, 202, 973]
heading-organosi: Οργάνωση ημερίδας γιά τήν εξοικονόμηση ενέργειας σέ κτίρια [608, 1049, 765, 1095]
text-thessaloniki-cont: 5.55 Προσευχή. 6 Ειδήσεις. 6.05 Γυμναστική. 6.15 Πρωινό πρόγραμμα. 6.30 Ειδήσεις. 7 Ειδήσεις. 7.30 Ελαφρά μουσική. 8 Ειδήσεις. 8.30 Γυναικεία επικαιρότητα. 9 Ειδήσεις. 9.30 Λαϊκά τραγούδια. 10 Ειδήσεις. 10.30 Εκπομπή γιά τά παιδιά. 11 Ειδήσεις. 11.30 Ελληνική μουσική. 12 Ειδήσεις. 13 Ειδήσεις. 13.30 Κλασική μουσική. 14 Ειδήσεις. 14.30 Θέατρο στό ραδιόφωνο. 15 Ειδήσεις. 16 Ειδήσεις. 17 Ειδήσεις. 18 Ειδήσεις. 19 Ειδήσεις. 20 Ειδήσεις. 21 Ειδήσεις. 22 Ειδήσεις. 23 Ειδήσεις. 24 Ειδήσεις. [787, 533, 965, 657]
text-story2-cont2: ΑΘΗΝΑ, 2. — Ενώπιον τού πενταμελούς εφετείου καταδικάστηκε ένας αγρότης από τή Μεσσηνία πού είχε πουλήσει τίς αγελάδες του γιά νά εκμεταλλεύεται μιά νεαρή γυναίκα. Ο κατηγορούμενος αρνήθηκε τήν κατηγορία αλλά οί μάρτυρες τόν ενέπλεξαν. Τό δικαστήριο τόν έκρινε ένοχο καί τού επέβαλε ποινή φυλάκισης τεσσάρων ετών. [978, 1194, 1157, 1284]
text-voles: Εκ τού 1ου Σώματος Στρατού ανακοινώνεται ότι από 3 μέχρι 6 Απριλίου θά εκτελεσθούν βολές πυροβολικού στήν περιοχή τού πεδίου βολής. Απαγορεύεται ή προσέγγιση. [402, 1262, 586, 1307]
section-ekdoseis: ΕΚΔΟΣΕΙΣ [402, 855, 586, 887]
text-glentousan: Ένας φυγόδικος έκλεψε χρήματα από κατάστημα καί τά ξόδευσε σέ κέντρα διασκεδάσεως. Συνελήφθη από αστυνομικούς καί οδηγήθηκε στόν εισαγγελέα. [787, 1008, 965, 1053]
deck-story3: Οί προμήθειες γίνονταν από τίς Ινδίες. Η... αλιεία πελατών στήν Πλάκα καί Γλυφάδα. Από Ελληνα χίππυ [978, 1417, 1337, 1453]
heading-drastiriotita: Η δραστηριότητα τού σταθμού αίμοδοσίας τού ΙΚΑ [408, 1060, 580, 1090]
